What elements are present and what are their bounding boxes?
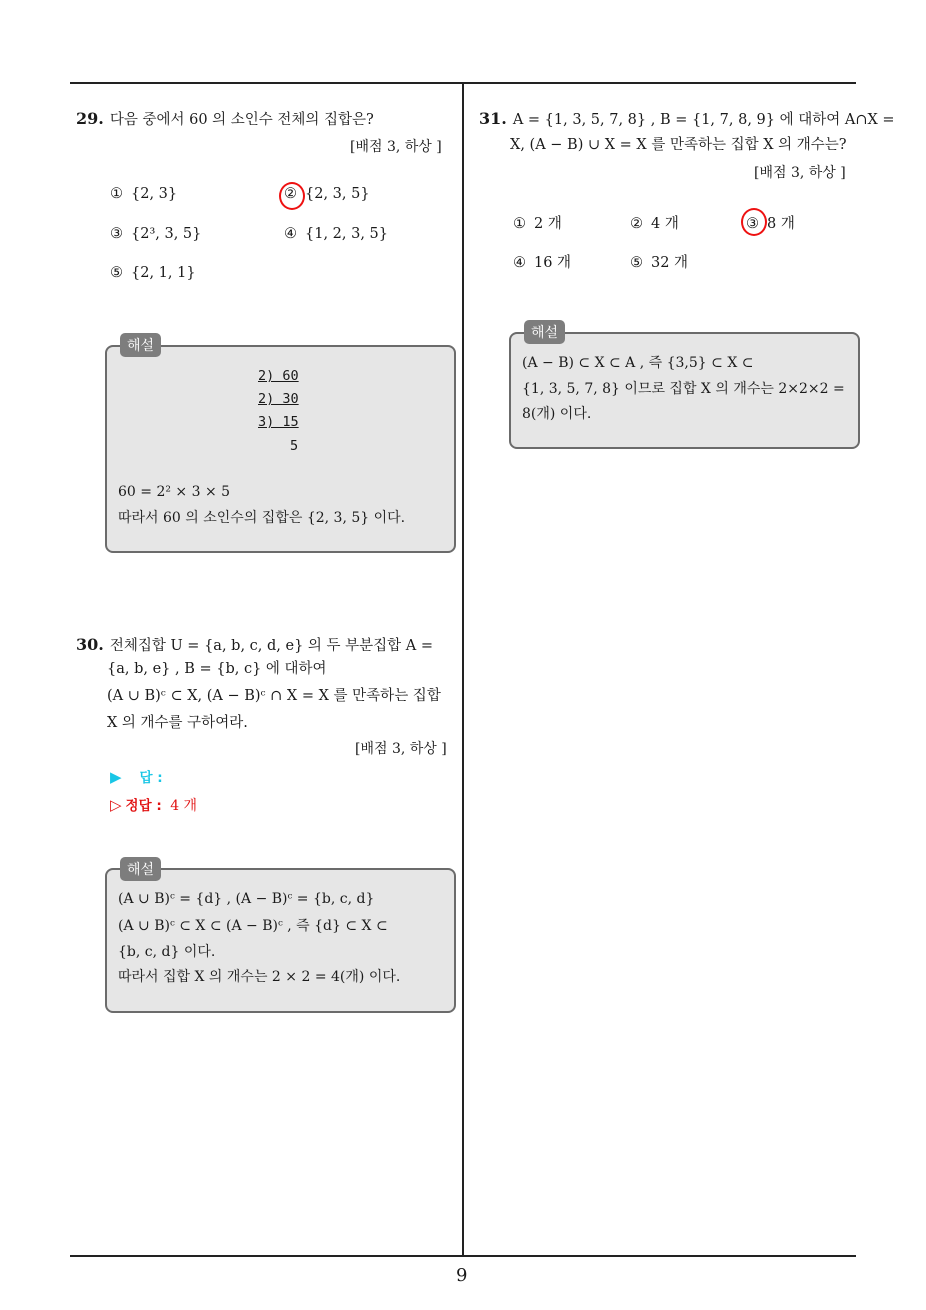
q29-solution-line-1: 60 = 2² × 3 × 5	[118, 484, 231, 500]
outline-arrow-icon: ▷	[110, 796, 122, 814]
q31-meta: [배점 3, 하상 ]	[754, 165, 846, 181]
q30-question-line-2: {a, b, e} , B = {b, c} 에 대하여	[107, 661, 327, 677]
q29-division-3: 3) 15	[258, 414, 299, 430]
q30-question-line-4: X 의 개수를 구하여라.	[107, 715, 248, 731]
q31-solution-tag: 해설	[524, 320, 565, 344]
play-arrow-icon: ▶	[110, 768, 122, 786]
q31-choice-4[interactable]: ④ 16 개	[513, 255, 572, 271]
q30-solution-tag: 해설	[120, 857, 161, 881]
q29-answer-mark	[279, 182, 305, 210]
q31-choice-3[interactable]: ③ 8 개	[746, 216, 795, 232]
q29-question	[76, 106, 374, 133]
q30-answer-row	[110, 766, 163, 786]
q29-number: 29.	[76, 109, 104, 128]
q29-division-2: 2) 30	[258, 391, 299, 407]
q29-choice-3[interactable]: ③ {2³, 3, 5}	[110, 226, 202, 242]
q29-division-4: 5	[290, 438, 299, 454]
q29-choice-5[interactable]: ⑤ {2, 1, 1}	[110, 265, 196, 281]
q29-meta: [배점 3, 하상 ]	[350, 139, 442, 155]
q31-choice-1[interactable]: ① 2 개	[513, 216, 562, 232]
q31-solution-line-2: {1, 3, 5, 7, 8} 이므로 집합 X 의 개수는 2×2×2 =	[522, 381, 845, 397]
q30-correct-label: 정답 :	[125, 798, 162, 814]
q31-choice-2[interactable]: ② 4 개	[630, 216, 679, 232]
column-divider	[462, 82, 464, 1257]
q29-choice-2[interactable]: ② {2, 3, 5}	[284, 186, 370, 202]
q30-correct-value: 4 개	[170, 798, 198, 814]
q29-text: 다음 중에서 60 의 소인수 전체의 집합은?	[109, 112, 374, 128]
q31-question-line-2: X, (A − B) ∪ X = X 를 만족하는 집합 X 의 개수는?	[510, 137, 847, 153]
q29-choice-1[interactable]: ① {2, 3}	[110, 186, 178, 202]
q30-answer-label: 답 :	[139, 770, 163, 786]
page-number: 9	[456, 1265, 468, 1286]
q31-number: 31.	[479, 109, 507, 128]
q31-solution-line-3: 8(개) 이다.	[522, 406, 592, 422]
q31-choice-5[interactable]: ⑤ 32 개	[630, 255, 689, 271]
q30-number: 30.	[76, 635, 104, 654]
q30-solution-line-1: (A ∪ B)ᶜ = {d} , (A − B)ᶜ = {b, c, d}	[118, 891, 375, 907]
q30-solution-line-2: (A ∪ B)ᶜ ⊂ X ⊂ (A − B)ᶜ , 즉 {d} ⊂ X ⊂	[118, 918, 388, 934]
q30-question-line-1: 30. 전체집합 U = {a, b, c, d, e} 의 두 부분집합 A =	[76, 635, 434, 654]
q29-solution-line-2: 따라서 60 의 소인수의 집합은 {2, 3, 5} 이다.	[118, 510, 406, 526]
q29-solution-tag: 해설	[120, 333, 161, 357]
q31-question-line-1: 31. A = {1, 3, 5, 7, 8} , B = {1, 7, 8, 9} 에 대하여 A∩X =	[479, 109, 895, 128]
q30-solution-line-4: 따라서 집합 X 의 개수는 2 × 2 = 4(개) 이다.	[118, 969, 401, 985]
q30-solution-line-3: {b, c, d} 이다.	[118, 944, 216, 960]
q30-correct-row	[110, 794, 197, 815]
q31-solution-line-1: (A − B) ⊂ X ⊂ A , 즉 {3,5} ⊂ X ⊂	[522, 355, 754, 371]
q29-division-1: 2) 60	[258, 368, 299, 384]
q30-meta: [배점 3, 하상 ]	[355, 741, 447, 757]
q31-answer-mark	[741, 208, 767, 236]
q29-choice-4[interactable]: ④ {1, 2, 3, 5}	[284, 226, 389, 242]
q30-question-line-3: (A ∪ B)ᶜ ⊂ X, (A − B)ᶜ ∩ X = X 를 만족하는 집합	[107, 688, 441, 704]
bottom-rule	[70, 1255, 856, 1257]
